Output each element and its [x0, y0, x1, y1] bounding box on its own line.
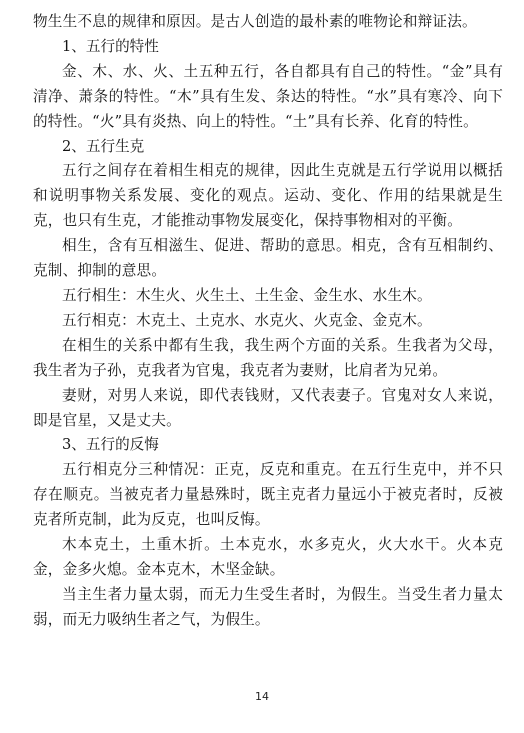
body-paragraph: 当主生者力量太弱，而无力生受生者时，为假生。当受生者力量太弱，而无力吸纳生者之气，为假生。 [33, 585, 503, 628]
body-paragraph: 五行相克：木克土、土克水、水克火、火克金、金克木。 [62, 311, 432, 329]
body-paragraph: 在相生的关系中都有生我，我生两个方面的关系。生我者为父母，我生者为子孙，克我者为官鬼，我克者为妻财，比肩者为兄弟。 [33, 336, 503, 379]
body-paragraph: 物生生不息的规律和原因。是古人创造的最朴素的唯物论和辩证法。 [33, 13, 477, 30]
body-paragraph: 木本克土，土重木折。土本克水，水多克火，火大水干。火本克金，金多火熄。金本克木，木坚金缺。 [33, 536, 503, 578]
body-paragraph: 金、木、水、火、土五种五行，各自都具有自己的特性。“金”具有清净、萧条的特性。“木”具有生发、条达的特性。“水”具有寒冷、向下的特性。“火”具有炎热、向上的特性。“土”具有长养、化育的特性。 [33, 62, 503, 130]
body-paragraph: 妻财，对男人来说，即代表钱财，又代表妻子。官鬼对女人来说，即是官星，又是丈夫。 [33, 386, 503, 429]
body-paragraph: 相生，含有互相滋生、促进、帮助的意思。相克，含有互相制约、克制、抑制的意思。 [33, 237, 503, 280]
section-heading: 1、五行的特性 [62, 37, 159, 55]
document-body [33, 10, 503, 633]
page-number: 14 [255, 690, 269, 703]
section-heading: 3、五行的反悔 [62, 436, 159, 454]
body-paragraph: 五行相克分三种情况：正克，反克和重克。在五行生克中，并不只存在顺克。当被克者力量悬殊时，既主克者力量远小于被克者时，反被克者所克制，此为反克，也叫反悔。 [33, 461, 503, 529]
body-paragraph: 五行之间存在着相生相克的规律，因此生克就是五行学说用以概括和说明事物关系发展、变化的观点。运动、变化、作用的结果就是生克，也只有生克，才能推动事物发展变化，保持事物相对的平衡。 [33, 162, 503, 230]
section-heading: 2、五行生克 [62, 137, 145, 155]
body-paragraph: 五行相生：木生火、火生土、土生金、金生水、水生木。 [62, 286, 432, 304]
